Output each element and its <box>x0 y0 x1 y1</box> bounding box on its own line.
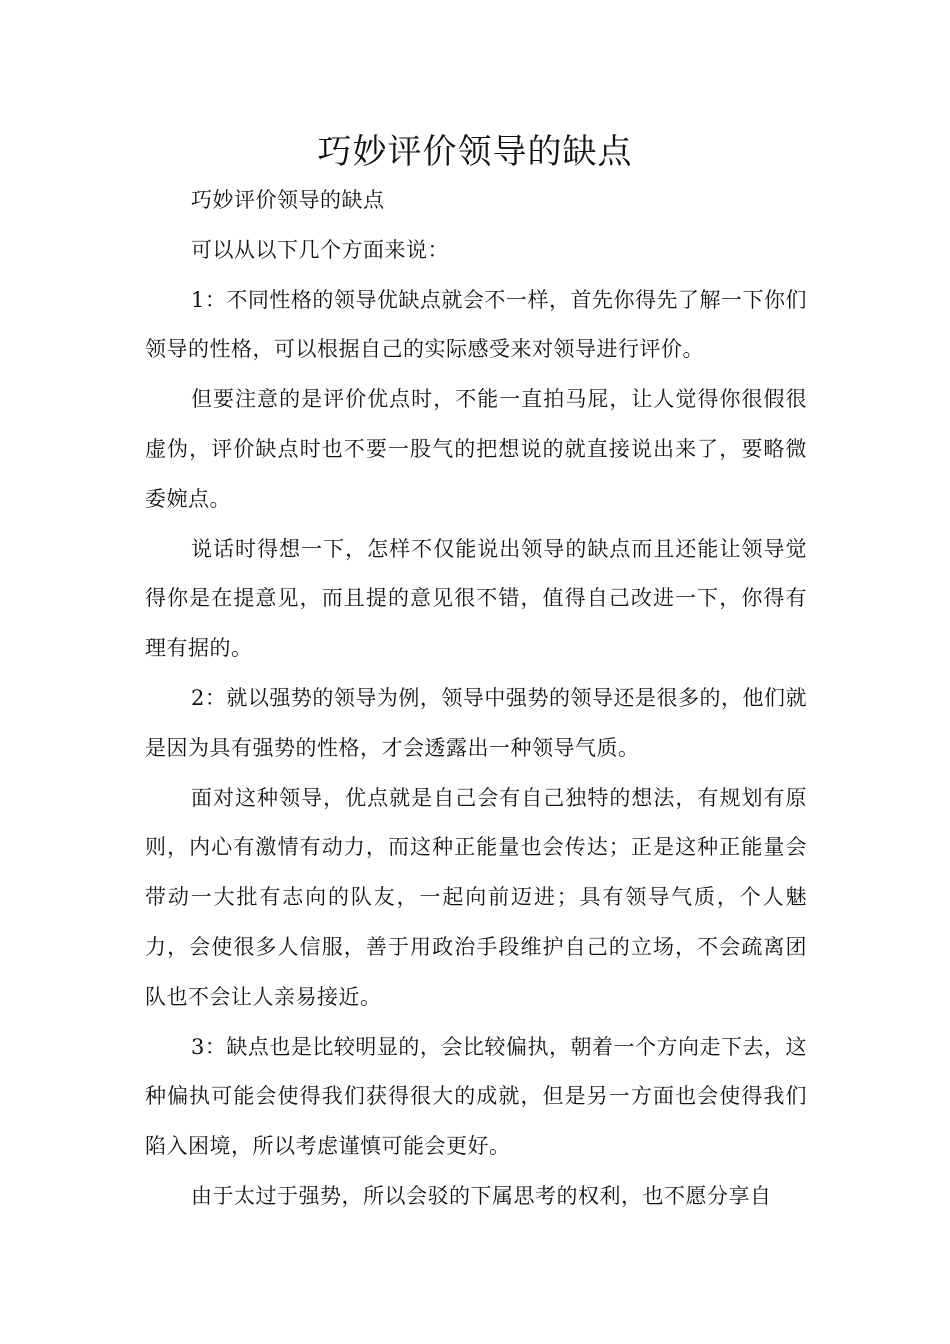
paragraph-continued: 由于太过于强势，所以会驳的下属思考的权利，也不愿分享自 <box>191 1183 772 1208</box>
paragraph-point-3: 3：缺点也是比较明显的，会比较偏执，朝着一个方向走下去，这种偏执可能会使得我们获得很大的成就，但是另一方面也会使得我们陷入困境，所以考虑谨慎可能会更好。 <box>145 1034 807 1159</box>
paragraph-point-2: 2：就以强势的领导为例，领导中强势的领导还是很多的，他们就是因为具有强势的性格，才会透露出一种领导气质。 <box>145 685 807 760</box>
paragraph-praise-caution: 但要注意的是评价优点时，不能一直拍马屁，让人觉得你很假很虚伪，评价缺点时也不要一股气的把想说的就直接说出来了，要略微委婉点。 <box>145 387 807 511</box>
paragraph-subtitle: 巧妙评价领导的缺点 <box>191 188 385 212</box>
document-title: 巧妙评价领导的缺点 <box>317 132 633 172</box>
paragraph-speaking-advice: 说话时得想一下，怎样不仅能说出领导的缺点而且还能让领导觉得你是在提意见，而且提的意见很不错，值得自己改进一下，你得有理有据的。 <box>145 536 807 661</box>
paragraph-strengths: 面对这种领导，优点就是自己会有自己独特的想法，有规划有原则，内心有激情有动力，而这种正能量也会传达；正是这种正能量会带动一大批有志向的队友，一起向前迈进；具有领导气质，个人魅力，会使很多人信服，善于用政治手段维护自己的立场，不会疏离团队也不会让人亲易接近。 <box>145 785 807 1009</box>
document-body <box>145 176 807 1222</box>
paragraph-point-1: 1：不同性格的领导优缺点就会不一样，首先你得先了解一下你们领导的性格，可以根据自己的实际感受来对领导进行评价。 <box>145 287 807 362</box>
paragraph-intro: 可以从以下几个方面来说： <box>191 237 449 262</box>
